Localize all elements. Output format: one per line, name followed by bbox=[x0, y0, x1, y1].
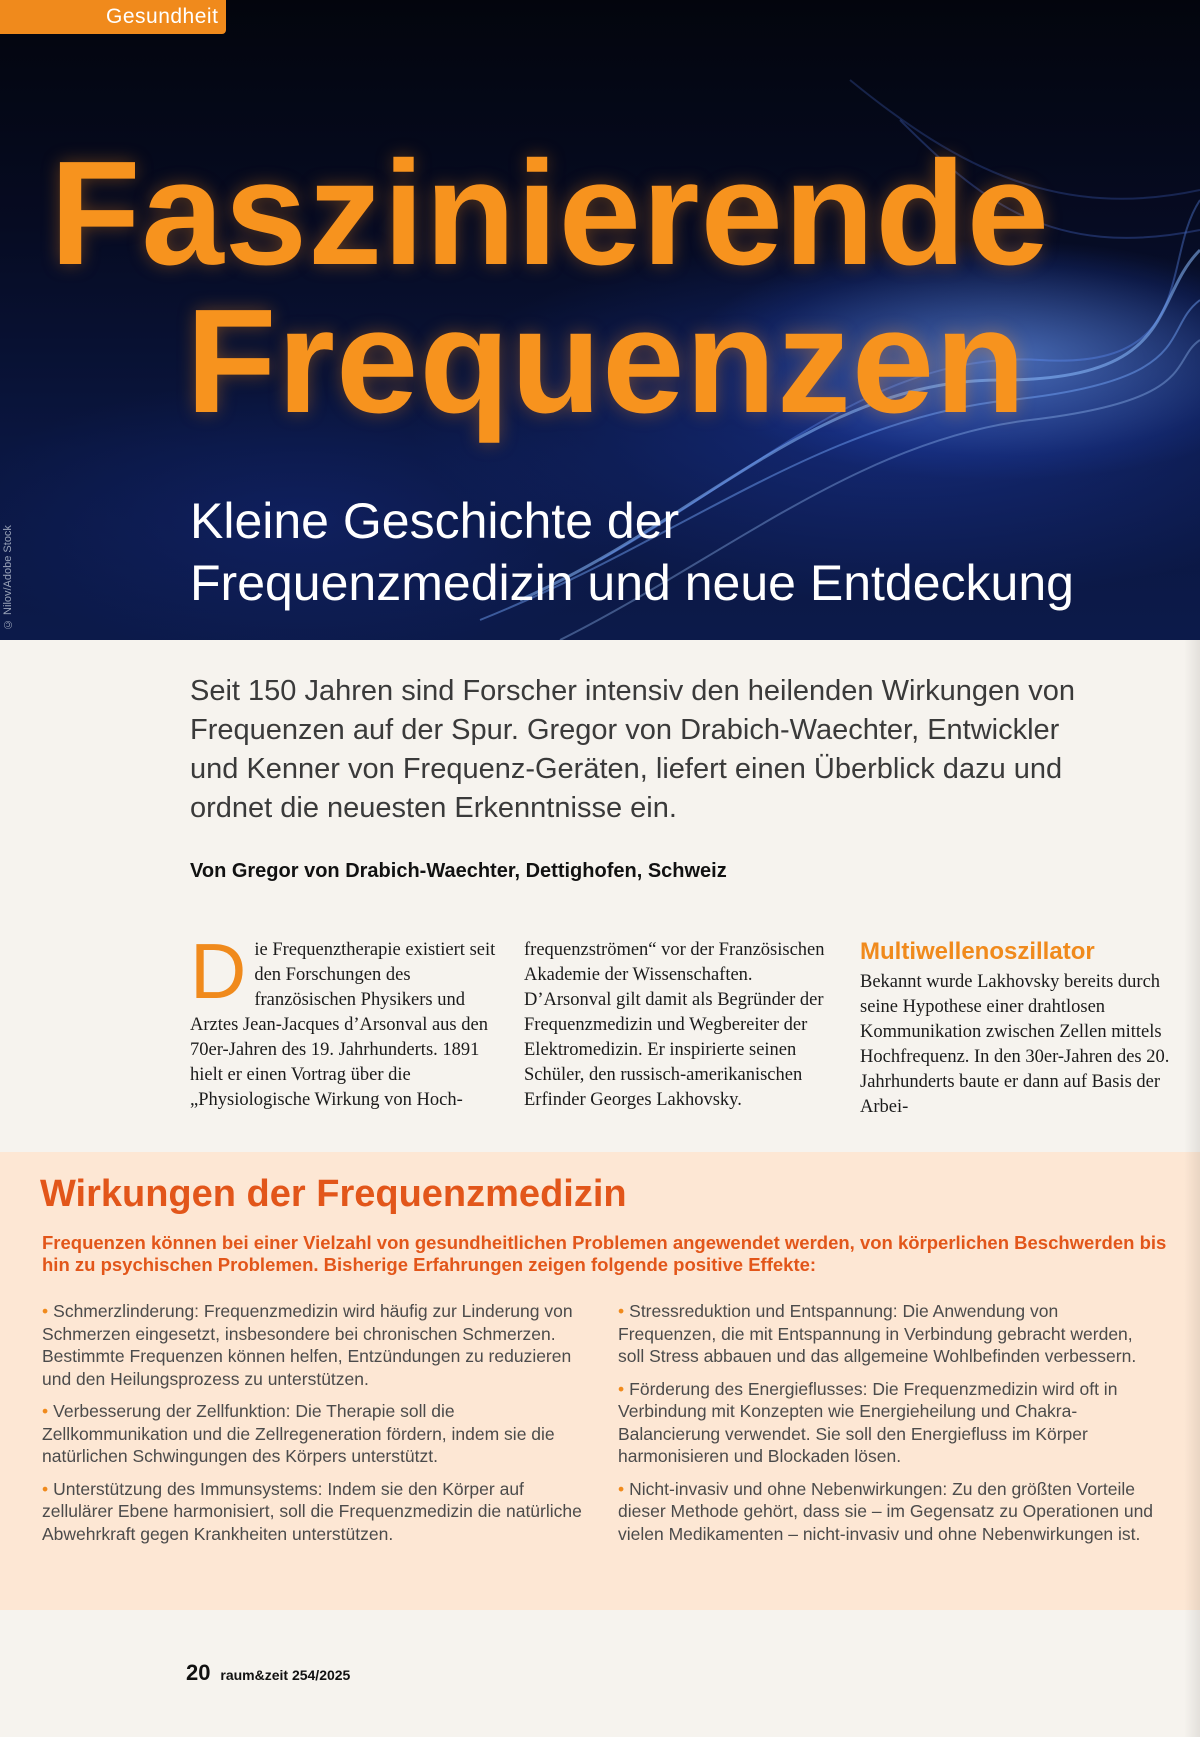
section-tag: Gesundheit bbox=[0, 0, 226, 34]
bullet-icon: • bbox=[42, 1301, 49, 1321]
hero-image bbox=[0, 0, 1200, 640]
page-edge-shadow bbox=[1184, 640, 1200, 1737]
info-box-title: Wirkungen der Frequenzmedizin bbox=[40, 1173, 627, 1215]
page-footer bbox=[186, 1660, 350, 1686]
body-text-col3: Bekannt wurde Lakhovsky bereits durch seine Hypothese einer drahtlosen Kommunikation zwischen Zellen mittels Hochfrequenz. In den 30er-Jahren des 20. Jahrhunderts baute er dann auf Basis der Arbei- bbox=[860, 972, 1170, 1117]
bullet-icon: • bbox=[42, 1478, 49, 1499]
list-item bbox=[42, 1400, 582, 1468]
headline-line1: Faszinierende bbox=[50, 131, 1051, 296]
body-column-3 bbox=[860, 938, 1176, 1120]
subheadline-line1: Kleine Geschichte der bbox=[190, 493, 680, 549]
subheadline-line2: Frequenzmedizin und neue Entdeckung bbox=[190, 555, 1074, 611]
list-item bbox=[42, 1300, 582, 1390]
headline-line2: Frequenzen bbox=[186, 279, 1027, 444]
list-item bbox=[618, 1378, 1158, 1468]
bullet-icon: • bbox=[618, 1478, 625, 1499]
list-item bbox=[42, 1478, 582, 1546]
effects-list-right bbox=[618, 1300, 1158, 1555]
effects-list-left bbox=[42, 1300, 582, 1555]
body-column-1 bbox=[190, 927, 498, 1113]
list-item-text: Schmerzlinderung: Frequenzmedizin wird häufig zur Linderung von Schmerzen eingesetzt, insbesondere bei chronischen Schmerzen. bbox=[42, 1301, 573, 1344]
list-item-text: Förderung des Energieflusses: Die Frequenzmedizin wird oft in Verbindung mit Konzepten wie Energieheilung und Chakra-Balancierung verwendet. Sie soll den Energiefluss im Körper harmonisieren und Blockaden lösen. bbox=[618, 1378, 1118, 1466]
list-item-text: Unterstützung des Immunsystems: Indem sie den Körper auf zellulärer Ebene harmonisiert, soll die Frequenzmedizin die natürliche Abwehrkraft gegen Krankheiten unterstützen. bbox=[42, 1478, 582, 1544]
issue-number: 254/2025 bbox=[291, 1667, 351, 1683]
magazine-name: raum&zeit bbox=[220, 1667, 289, 1683]
bullet-icon: • bbox=[618, 1301, 625, 1321]
list-item bbox=[618, 1478, 1158, 1546]
photo-credit: © Nilov/Adobe Stock bbox=[2, 525, 14, 630]
body-text-col1: ie Frequenztherapie existiert seit den Forschungen des französischen Physikers und Arztes Jean-Jacques d’Arsonval aus den 70er-Jahren des 19. Jahrhunderts. 1891 hielt er einen Vortrag über die „Physiologische Wirkung von Hoch- bbox=[190, 940, 496, 1110]
page-number: 20 bbox=[186, 1660, 211, 1685]
byline: Von Gregor von Drabich-Waechter, Dettighofen, Schweiz bbox=[190, 860, 727, 882]
subheadline bbox=[190, 490, 1170, 614]
lead-paragraph: Seit 150 Jahren sind Forscher intensiv den heilenden Wirkungen von Frequenzen auf der Spur. Gregor von Drabich-Waechter, Entwickler und Kenner von Frequenz-Geräten, liefert einen Überblick dazu und ordnet die neuesten Erkenntnisse ein. bbox=[190, 675, 1076, 824]
body-column-2 bbox=[524, 938, 836, 1113]
list-item-text: Nicht-invasiv und ohne Nebenwirkungen: Zu den größten Vorteile dieser Methode gehört, dass sie – im Gegensatz zu Operationen und vielen Medikamenten – nicht-invasiv und ohne Nebenwirkungen ist. bbox=[618, 1478, 1154, 1544]
info-box bbox=[0, 1152, 1200, 1610]
list-item-extra: Bestimmte Frequenzen können helfen, Entzündungen zu reduzieren und den Heilungsprozess zu unterstützen. bbox=[42, 1346, 572, 1389]
bullet-icon: • bbox=[42, 1401, 49, 1421]
bullet-icon: • bbox=[618, 1378, 625, 1399]
list-item-text: Verbesserung der Zellfunktion: Die Therapie soll die Zellkommunikation und die Zellregeneration fördern, indem sie die natürlichen Schwingungen des Körpers unterstützt. bbox=[42, 1401, 555, 1466]
subsection-heading: Multiwellenoszillator bbox=[860, 938, 1095, 965]
headline bbox=[0, 131, 1200, 444]
list-item-text: Stressreduktion und Entspannung: Die Anwendung von Frequenzen, die mit Entspannung in Verbindung gebracht werden, soll Stress abbauen und das allgemeine Wohlbefinden verbessern. bbox=[618, 1301, 1137, 1366]
info-box-intro: Frequenzen können bei einer Vielzahl von gesundheitlichen Problemen angewendet werden, von körperlichen Beschwerden bis hin zu psychischen Problemen. Bisherige Erfahrungen zeigen folgende positive Effekte: bbox=[42, 1232, 1167, 1275]
drop-cap: D bbox=[190, 927, 247, 1015]
list-item bbox=[618, 1300, 1158, 1368]
body-text-col2: frequenzströmen“ vor der Französischen Akademie der Wissenschaften. D’Arsonval gilt damit als Begründer der Frequenzmedizin und Wegbereiter der Elektromedizin. Er inspirierte seinen Schüler, den russisch-amerikanischen Erfinder Georges Lakhovsky. bbox=[524, 940, 825, 1110]
